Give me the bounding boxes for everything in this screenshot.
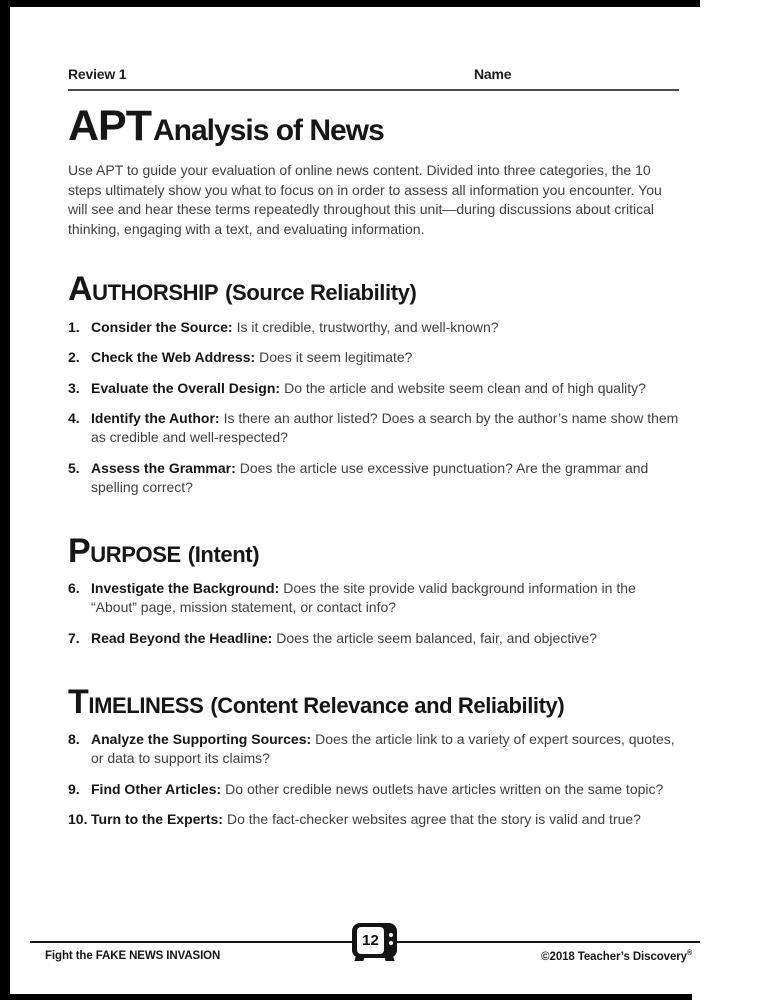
registered-mark: ® (686, 950, 692, 957)
list-item (68, 379, 679, 398)
list-item (68, 730, 679, 768)
item-label: Identify the Author: (91, 410, 220, 426)
item-label: Check the Web Address: (91, 349, 256, 365)
section-heading (68, 531, 679, 570)
item-number: 1. (68, 318, 80, 335)
list-item (68, 409, 679, 447)
section-initial: A (68, 270, 93, 308)
list-item (68, 810, 679, 829)
list-item (68, 348, 679, 367)
footer-series-title: Fight the FAKE NEWS INVASION (45, 950, 221, 962)
section-timeliness (68, 682, 679, 830)
section-heading (68, 682, 679, 721)
section-purpose (68, 531, 679, 648)
section-word: UTHORSHIP (92, 280, 219, 305)
name-label: Name (474, 66, 512, 82)
section-subtitle: (Intent) (187, 541, 260, 567)
item-list (68, 579, 679, 648)
item-label: Consider the Source: (91, 318, 233, 335)
item-text: Does the article seem balanced, fair, and objective? (276, 629, 597, 646)
page-content (68, 66, 679, 829)
tv-knob-icon (389, 941, 393, 945)
item-number: 5. (68, 459, 80, 476)
item-text: Does the site provide valid background information in the “About” page, mission statement, or contact info? (91, 580, 636, 615)
section-word: IMELINESS (88, 692, 204, 718)
title-rest: Analysis of News (153, 114, 384, 147)
section-heading (68, 272, 679, 306)
list-item (68, 629, 679, 648)
item-text: Does the article link to a variety of expert sources, quotes, or data to support its claims? (91, 731, 675, 766)
tv-foot (384, 957, 394, 961)
section-subtitle: (Source Reliability) (225, 280, 417, 305)
header-rule (68, 89, 679, 91)
item-number: 3. (68, 379, 80, 396)
list-item (68, 780, 679, 799)
item-list (68, 318, 679, 497)
item-text: Does it seem legitimate? (259, 349, 413, 365)
tv-icon (352, 923, 397, 958)
list-item (68, 579, 679, 617)
item-label: Investigate the Background: (91, 580, 280, 596)
section-subtitle: (Content Relevance and Reliability) (210, 692, 565, 718)
item-list (68, 730, 679, 829)
section-initial: P (68, 531, 91, 570)
section-word: URPOSE (90, 541, 181, 567)
item-number: 6. (68, 580, 80, 596)
scan-edge-top (0, 0, 700, 7)
item-label: Read Beyond the Headline: (91, 629, 273, 646)
item-text: Do the fact-checker websites agree that the story is valid and true? (226, 811, 641, 827)
item-label: Evaluate the Overall Design: (91, 379, 281, 396)
section-initial: T (68, 682, 89, 721)
scan-edge-bottom (0, 994, 692, 1000)
item-text: Do other credible news outlets have articles written on the same topic? (225, 780, 664, 797)
item-number: 10. (68, 811, 88, 827)
tv-foot (354, 957, 364, 961)
item-label: Turn to the Experts: (91, 811, 223, 827)
page-title (68, 102, 679, 150)
list-item (68, 318, 679, 337)
item-number: 4. (68, 410, 80, 426)
intro-paragraph: Use APT to guide your evaluation of online news content. Divided into three categories, the 10 steps ultimately show you what to focus on in order to assess all information you encounter. You will see and hear these terms repeatedly throughout this unit—during discussions about critical thinking, engaging with a text, and evaluating information. (68, 162, 662, 237)
title-acronym: APT (68, 102, 151, 150)
item-label: Find Other Articles: (91, 780, 222, 797)
item-label: Assess the Grammar: (91, 459, 236, 476)
page-number: 12 (357, 927, 384, 954)
item-number: 7. (68, 629, 80, 646)
item-number: 8. (68, 731, 80, 747)
footer-copyright (541, 950, 692, 963)
item-label: Analyze the Supporting Sources: (91, 731, 312, 747)
item-number: 9. (68, 780, 80, 797)
list-item (68, 459, 679, 497)
page-header (68, 66, 679, 86)
item-text: Is it credible, trustworthy, and well-known? (236, 318, 499, 335)
item-number: 2. (68, 349, 80, 365)
tv-knob-icon (389, 933, 393, 937)
scan-edge-left (0, 0, 10, 1000)
item-text: Do the article and website seem clean and of high quality? (284, 379, 646, 396)
section-authorship (68, 272, 679, 497)
item-text: Does the article use excessive punctuation? Are the grammar and spelling correct? (91, 459, 649, 495)
copyright-text: ©2018 Teacher’s Discovery (541, 950, 687, 963)
review-label: Review 1 (68, 66, 127, 82)
item-text: Is there an author listed? Does a search by the author’s name show them as credible and well-respected? (91, 410, 679, 445)
